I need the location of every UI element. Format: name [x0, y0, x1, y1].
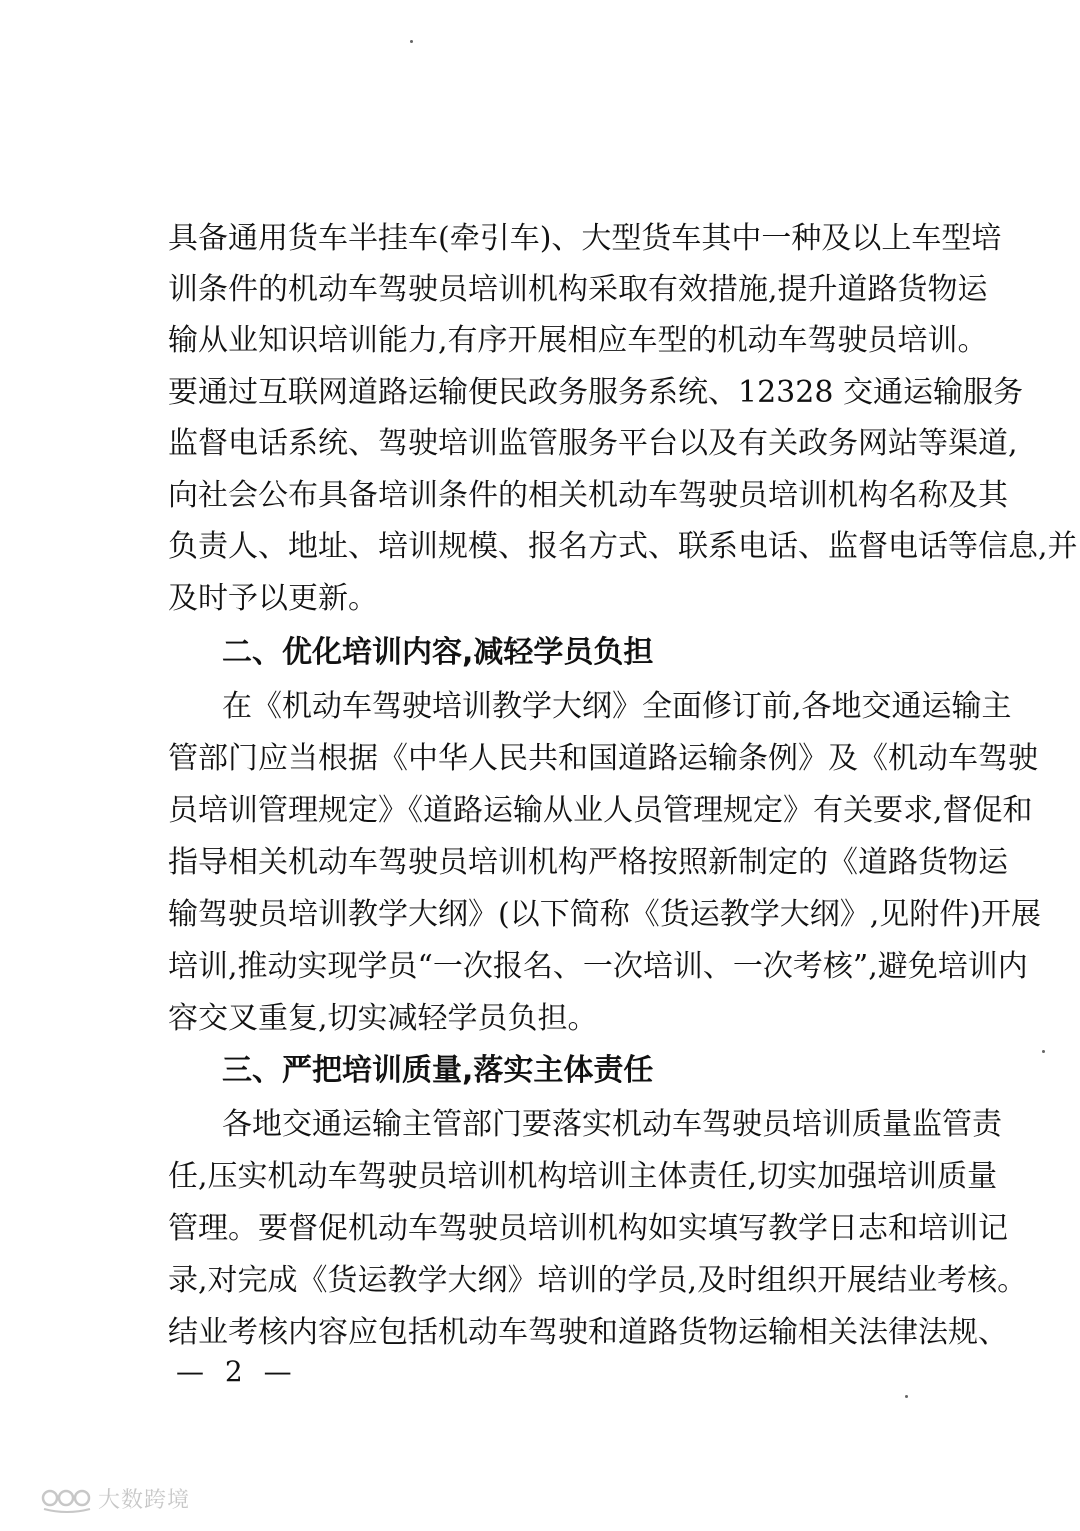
- paragraph-2-line-2: 管部门应当根据《中华人民共和国道路运输条例》及《机动车驾驶: [168, 741, 1038, 776]
- watermark-text: 大数跨境: [98, 1487, 191, 1513]
- paragraph-2-line-1: 在《机动车驾驶培训教学大纲》全面修订前,各地交通运输主: [222, 689, 1012, 724]
- paragraph-3-line-4: 录,对完成《货运教学大纲》培训的学员,及时组织开展结业考核。: [168, 1263, 1028, 1298]
- paragraph-2-line-7: 容交叉重复,切实减轻学员负担。: [168, 1001, 598, 1036]
- scan-speck: [905, 1395, 908, 1398]
- paragraph-1-line-3: 输从业知识培训能力,有序开展相应车型的机动车驾驶员培训。: [168, 323, 988, 358]
- section-heading-3: 三、严把培训质量,落实主体责任: [222, 1053, 654, 1088]
- paragraph-3-line-3: 管理。要督促机动车驾驶员培训机构如实填写教学日志和培训记: [168, 1211, 1008, 1246]
- paragraph-1-line-7: 负责人、地址、培训规模、报名方式、联系电话、监督电话等信息,并: [168, 529, 1078, 564]
- paragraph-3-line-2: 任,压实机动车驾驶员培训机构培训主体责任,切实加强培训质量: [168, 1159, 998, 1194]
- paragraph-1-line-8: 及时予以更新。: [168, 581, 378, 616]
- paragraph-3-line-5: 结业考核内容应包括机动车驾驶和道路货物运输相关法律法规、: [168, 1315, 1008, 1350]
- paragraph-1-line-2: 训条件的机动车驾驶员培训机构采取有效措施,提升道路货物运: [168, 272, 988, 307]
- paragraph-2-line-3: 员培训管理规定》《道路运输从业人员管理规定》有关要求,督促和: [168, 793, 1033, 828]
- paragraph-1-line-6: 向社会公布具备培训条件的相关机动车驾驶员培训机构名称及其: [168, 478, 1008, 513]
- paragraph-1-line-4: 要通过互联网道路运输便民政务服务系统、12328 交通运输服务: [168, 375, 1023, 410]
- paragraph-2-line-4: 指导相关机动车驾驶员培训机构严格按照新制定的《道路货物运: [168, 845, 1008, 880]
- watermark: [40, 1478, 190, 1518]
- paragraph-2-line-5: 输驾驶员培训教学大纲》(以下简称《货运教学大纲》,见附件)开展: [168, 897, 1041, 932]
- page-number: — 2 —: [176, 1355, 298, 1388]
- paragraph-1-line-5: 监督电话系统、驾驶培训监管服务平台以及有关政务网站等渠道,: [168, 426, 1018, 461]
- scan-speck: [410, 40, 413, 43]
- paragraph-2-line-6: 培训,推动实现学员“一次报名、一次培训、一次考核”,避免培训内: [168, 949, 1028, 984]
- paragraph-1-line-1: 具备通用货车半挂车(牵引车)、大型货车其中一种及以上车型培: [168, 221, 1002, 256]
- paragraph-3-line-1: 各地交通运输主管部门要落实机动车驾驶员培训质量监管责: [222, 1107, 1002, 1142]
- scan-speck: [1042, 1050, 1045, 1053]
- brand-logo-icon: [40, 1483, 94, 1513]
- section-heading-2: 二、优化培训内容,减轻学员负担: [222, 635, 654, 670]
